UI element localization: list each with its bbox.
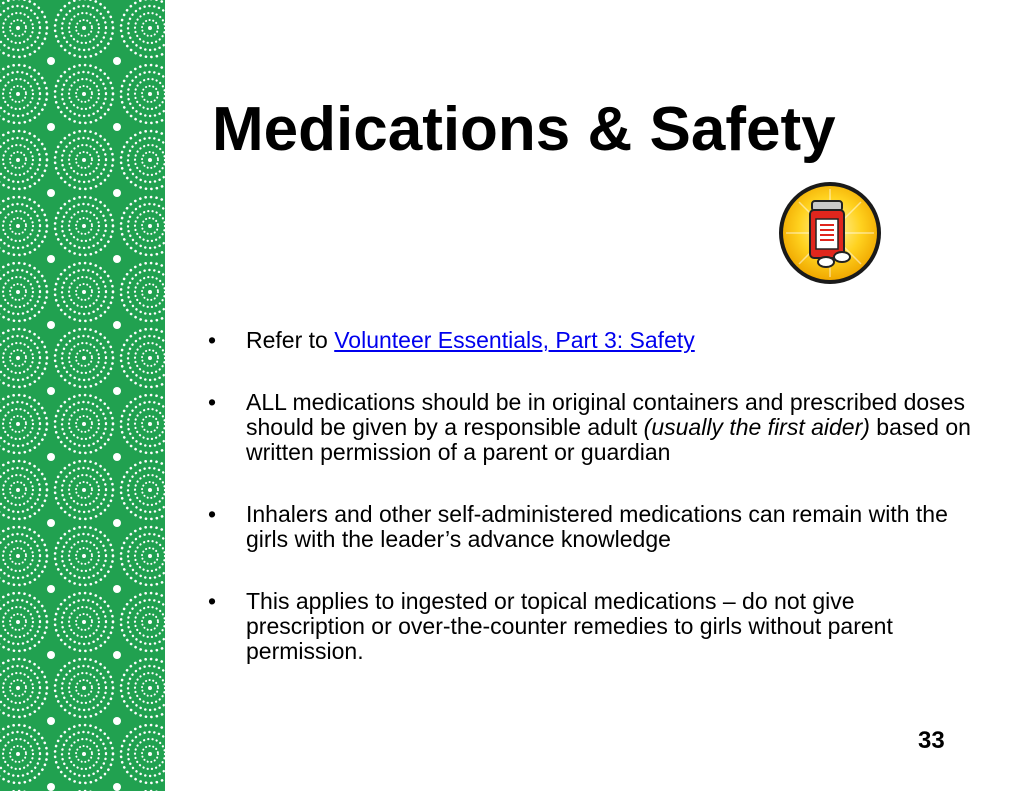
list-item [208,502,978,552]
bullet-text: This applies to ingested or topical medications – do not give prescription or over-the-counter remedies to girls without parent permission. [246,588,893,664]
bullet-text: based on written permission of a parent or guardian [246,414,971,465]
bullet-text: Inhalers and other self-administered medications can remain with the girls with the leader’s advance knowledge [246,501,948,552]
slide-title: Medications & Safety [212,95,836,164]
bullet-marker: • [208,501,217,527]
dotted-circle-pattern [0,0,165,791]
refer-prefix: Refer to [246,327,335,353]
bullet-marker: • [208,588,217,614]
bullet-text: ALL medications should be in original containers and prescribed doses should be given by a responsible adult [246,389,965,440]
bullet-list [208,328,978,664]
page-number: 33 [918,727,945,754]
list-item [208,589,978,664]
bullet-italic-note: (usually the first aider) [643,414,870,440]
list-item [208,328,978,353]
list-item [208,390,978,465]
decorative-sidebar [0,0,165,791]
medicine-bottle-icon [776,179,884,287]
bullet-marker: • [208,389,217,415]
bullet-marker: • [208,327,217,353]
volunteer-essentials-link[interactable]: Volunteer Essentials, Part 3: Safety [334,327,695,353]
